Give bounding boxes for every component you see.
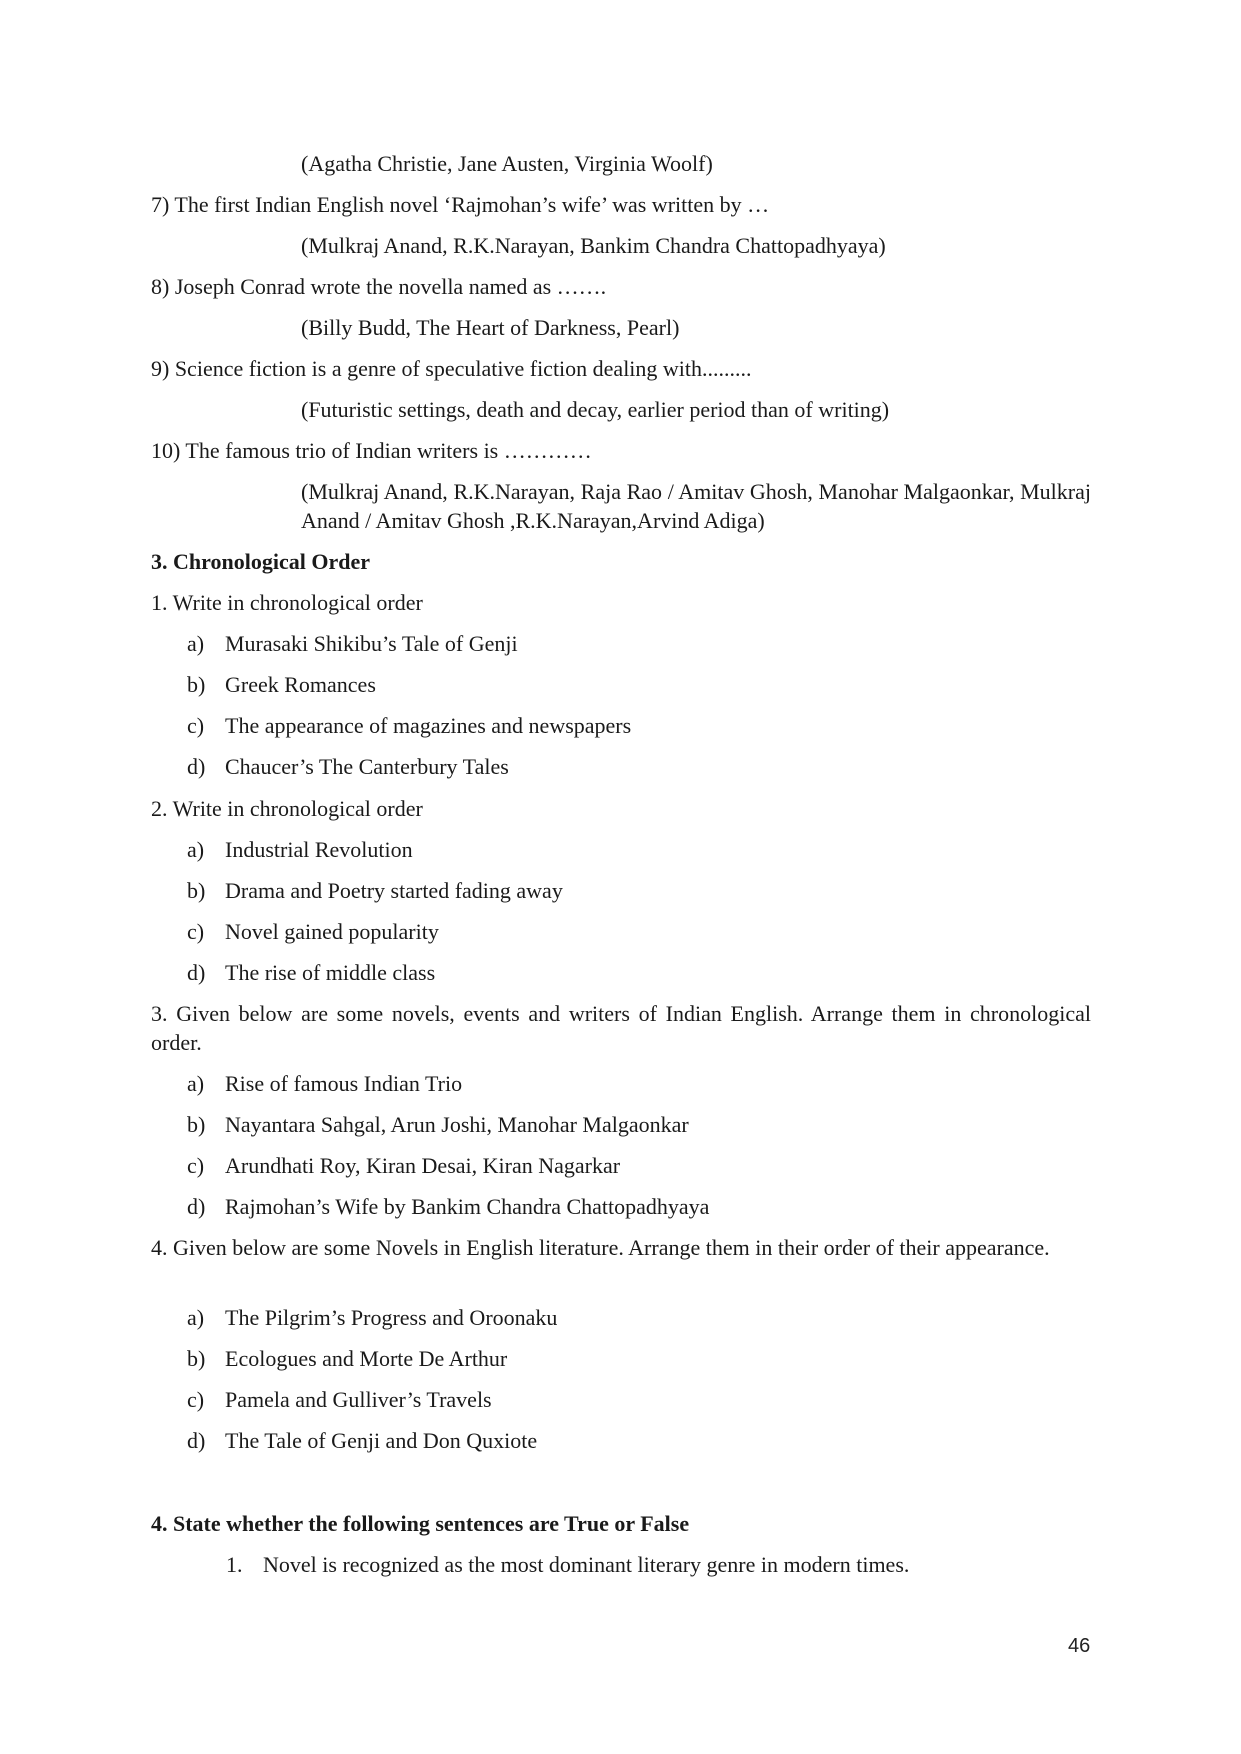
list-item: c) The appearance of magazines and newspapers (187, 713, 632, 738)
question-9: 9) Science fiction is a genre of speculative fiction dealing with......... (151, 356, 752, 381)
question-7: 7) The first Indian English novel ‘Rajmohan’s wife’ was written by … (151, 192, 770, 217)
chrono-q3-prompt: 3. Given below are some novels, events and writers of Indian English. Arrange them in chronological order. (151, 1001, 1091, 1055)
q8-options: (Billy Budd, The Heart of Darkness, Pearl) (301, 315, 680, 340)
list-item: a) Rise of famous Indian Trio (187, 1071, 463, 1096)
list-item: c) Pamela and Gulliver’s Travels (187, 1387, 492, 1412)
section-3-heading: 3. Chronological Order (151, 549, 370, 574)
chrono-q2-prompt: 2. Write in chronological order (151, 796, 423, 821)
list-item: d) Chaucer’s The Canterbury Tales (187, 754, 509, 779)
page-number: 46 (1068, 1635, 1091, 1657)
list-item: a) The Pilgrim’s Progress and Oroonaku (187, 1305, 558, 1330)
q10-options: (Mulkraj Anand, R.K.Narayan, Raja Rao / Amitav Ghosh, Manohar Malgaonkar, Mulkraj Anand / Amitav Ghosh ,R.K.Narayan,Arvind Adiga) (301, 479, 1091, 533)
list-item: d) Rajmohan’s Wife by Bankim Chandra Chattopadhyaya (187, 1194, 710, 1219)
question-10: 10) The famous trio of Indian writers is ………… (151, 438, 592, 463)
list-item: b) Ecologues and Morte De Arthur (187, 1346, 508, 1371)
list-item: d) The rise of middle class (187, 960, 436, 985)
list-item: a) Murasaki Shikibu’s Tale of Genji (187, 631, 518, 656)
chrono-q4-prompt: 4. Given below are some Novels in English literature. Arrange them in their order of their appearance. (151, 1235, 1050, 1260)
list-item: b) Nayantara Sahgal, Arun Joshi, Manohar Malgaonkar (187, 1112, 689, 1137)
chrono-q1-prompt: 1. Write in chronological order (151, 590, 423, 615)
list-item: c) Arundhati Roy, Kiran Desai, Kiran Nagarkar (187, 1153, 621, 1178)
q9-options: (Futuristic settings, death and decay, earlier period than of writing) (301, 397, 890, 422)
list-item: a) Industrial Revolution (187, 837, 413, 862)
list-item: c) Novel gained popularity (187, 919, 439, 944)
list-item: 1. Novel is recognized as the most dominant literary genre in modern times. (226, 1552, 910, 1577)
list-item: b) Greek Romances (187, 672, 376, 697)
section-4-heading: 4. State whether the following sentences are True or False (151, 1511, 690, 1536)
q6-options: (Agatha Christie, Jane Austen, Virginia Woolf) (301, 151, 713, 176)
list-item: b) Drama and Poetry started fading away (187, 878, 563, 903)
q7-options: (Mulkraj Anand, R.K.Narayan, Bankim Chandra Chattopadhyaya) (301, 233, 886, 258)
list-item: d) The Tale of Genji and Don Quxiote (187, 1428, 538, 1453)
question-8: 8) Joseph Conrad wrote the novella named as ……. (151, 274, 607, 299)
